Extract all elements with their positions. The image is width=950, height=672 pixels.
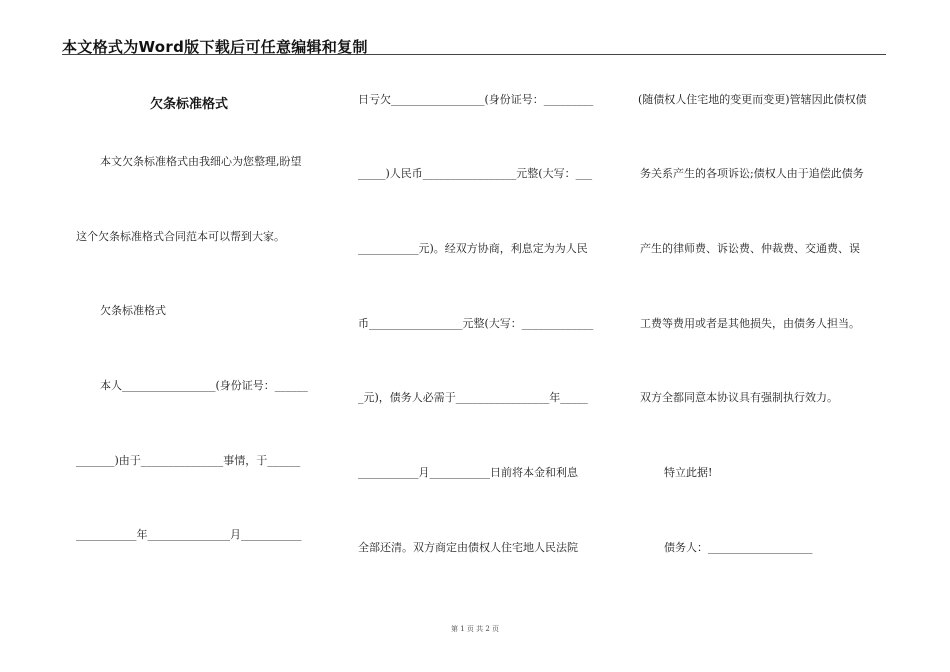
- col1-line-2: 这个欠条标准格式合同范本可以帮到大家。: [76, 230, 285, 243]
- col1-line-1: 本文欠条标准格式由我细心为您整理,盼望: [100, 155, 302, 168]
- header-divider: [62, 54, 886, 55]
- col1-line-5: _______)由于_______________事情，于______: [76, 454, 301, 467]
- col2-line-6: ___________月___________日前将本金和利息: [358, 466, 578, 479]
- col3-line-4: 工费等费用或者是其他损失，由债务人担当。: [640, 317, 860, 330]
- col1-line-3: 欠条标准格式: [100, 304, 166, 317]
- col3-line-6: 特立此据!: [664, 466, 713, 479]
- col2-line-3: ___________元)。经双方协商，利息定为为人民: [358, 242, 588, 255]
- col3-line-5: 双方全都同意本协议具有强制执行效力。: [640, 391, 838, 404]
- col1-line-6: ___________年_______________月___________: [76, 528, 302, 541]
- col3-line-1: (随债权人住宅地的变更而变更)管辖因此债权债: [638, 93, 867, 106]
- col3-line-3: 产生的律师费、诉讼费、仲裁费、交通费、误: [640, 242, 860, 255]
- col3-line-2: 务关系产生的各项诉讼;债权人由于追偿此债务: [640, 167, 864, 180]
- document-title: 欠条标准格式: [150, 97, 229, 112]
- col2-line-7: 全部还清。双方商定由债权人住宅地人民法院: [358, 541, 578, 554]
- col3-line-7: 债务人：___________________: [664, 541, 813, 554]
- col2-line-4: 币_________________元整(大写：_____________: [358, 317, 594, 330]
- col2-line-2: _____)人民币_________________元整(大写：___: [358, 167, 593, 180]
- col1-line-4: 本人_________________(身份证号：______: [100, 379, 308, 392]
- page-number-footer: 第 1 页 共 2 页: [450, 625, 500, 633]
- col2-line-1: 日亏欠_________________(身份证号：_________: [358, 93, 594, 106]
- document-header-title: 本文格式为Word版下载后可任意编辑和复制: [62, 38, 368, 56]
- col2-line-5: _元)，债务人必需于_________________年_____: [358, 391, 588, 404]
